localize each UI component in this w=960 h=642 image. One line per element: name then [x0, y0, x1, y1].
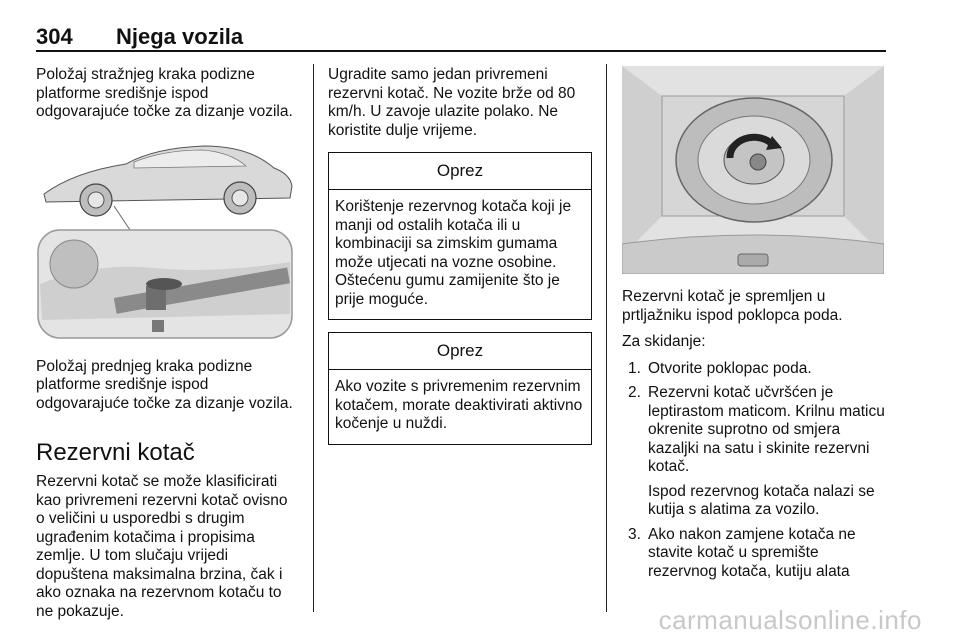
paragraph-removal-intro: Za skidanje: [622, 333, 706, 350]
caution-title: Oprez [329, 153, 591, 190]
paragraph-spare-wheel: Rezervni kotač se može klasificirati kao privremeni rezervni kotač ovisno o veličini u usporedbi s drugim ugrađenim kotačima i propisima zemlje. U tom slučaju vrijedi dopuštena maksimalna brzina, čak i ako oznaka na rezervnom kotaču to ne pokazuje. [36, 473, 288, 620]
header-rule [36, 50, 886, 52]
paragraph-spare-location: Rezervni kotač je spremljen u prtljažniku ispod poklopca poda. [622, 288, 843, 324]
paragraph-rear-arm: Položaj stražnjeg kraka podizne platforme središnje ispod odgovarajuće točke za dizanje vozila. [36, 66, 293, 120]
spare-wheel-drawing [622, 66, 884, 274]
column-divider-2 [606, 64, 607, 612]
column-middle [328, 66, 592, 445]
spare-wheel-trunk-illustration [622, 66, 884, 274]
step-text: Ako nakon zamjene kotača ne stavite kotač u spremište rezervnog kotača, kutiju alata [648, 525, 856, 580]
step-number: 3. [628, 525, 641, 543]
section-title: Njega vozila [116, 24, 244, 49]
list-item [622, 384, 886, 520]
paragraph-front-arm: Položaj prednjeg kraka podizne platforme središnje ispod odgovarajuće točke za dizanje vozila. [36, 357, 293, 412]
step-text: Otvorite poklopac poda. [648, 359, 812, 377]
step-subtext: Ispod rezervnog kotača nalazi se kutija s alatima za vozilo. [648, 482, 875, 518]
caution-text: Ako vozite s privremenim rezervnim kotačem, morate deaktivirati aktivno kočenje u nuždi. [335, 378, 583, 432]
watermark: carmanualsonline.info [658, 605, 922, 635]
caution-title: Oprez [329, 333, 591, 370]
page-header [36, 22, 886, 52]
list-item [622, 360, 886, 379]
list-item [622, 526, 886, 582]
car-lift-illustration [34, 134, 296, 342]
page-number: 304 [36, 24, 73, 49]
caution-box-2 [328, 332, 592, 445]
caution-box-1 [328, 152, 592, 320]
column-divider-1 [313, 64, 314, 612]
paragraph-temporary-spare: Ugradite samo jedan privremeni rezervni kotač. Ne vozite brže od 80 km/h. U zavoje ulazite polako. Ne koristite dulje vrijeme. [328, 66, 576, 139]
step-number: 1. [628, 359, 641, 377]
step-text: Rezervni kotač učvršćen je leptirastom maticom. Krilnu maticu okrenite suprotno od smjera kazaljki na satu i skinite rezervni kotač. [648, 384, 885, 475]
column-left [36, 66, 300, 621]
column-right [622, 66, 886, 587]
removal-steps [622, 360, 886, 582]
step-number: 2. [628, 384, 641, 401]
spare-wheel-heading: Rezervni kotač [36, 439, 195, 466]
car-lift-drawing [34, 134, 296, 342]
caution-text: Korištenje rezervnog kotača koji je manji od ostalih kotača ili u kombinaciji sa zimskim gumama može utjecati na vozne osobine. Oštećenu gumu zamijenite što je prije moguće. [335, 198, 572, 308]
